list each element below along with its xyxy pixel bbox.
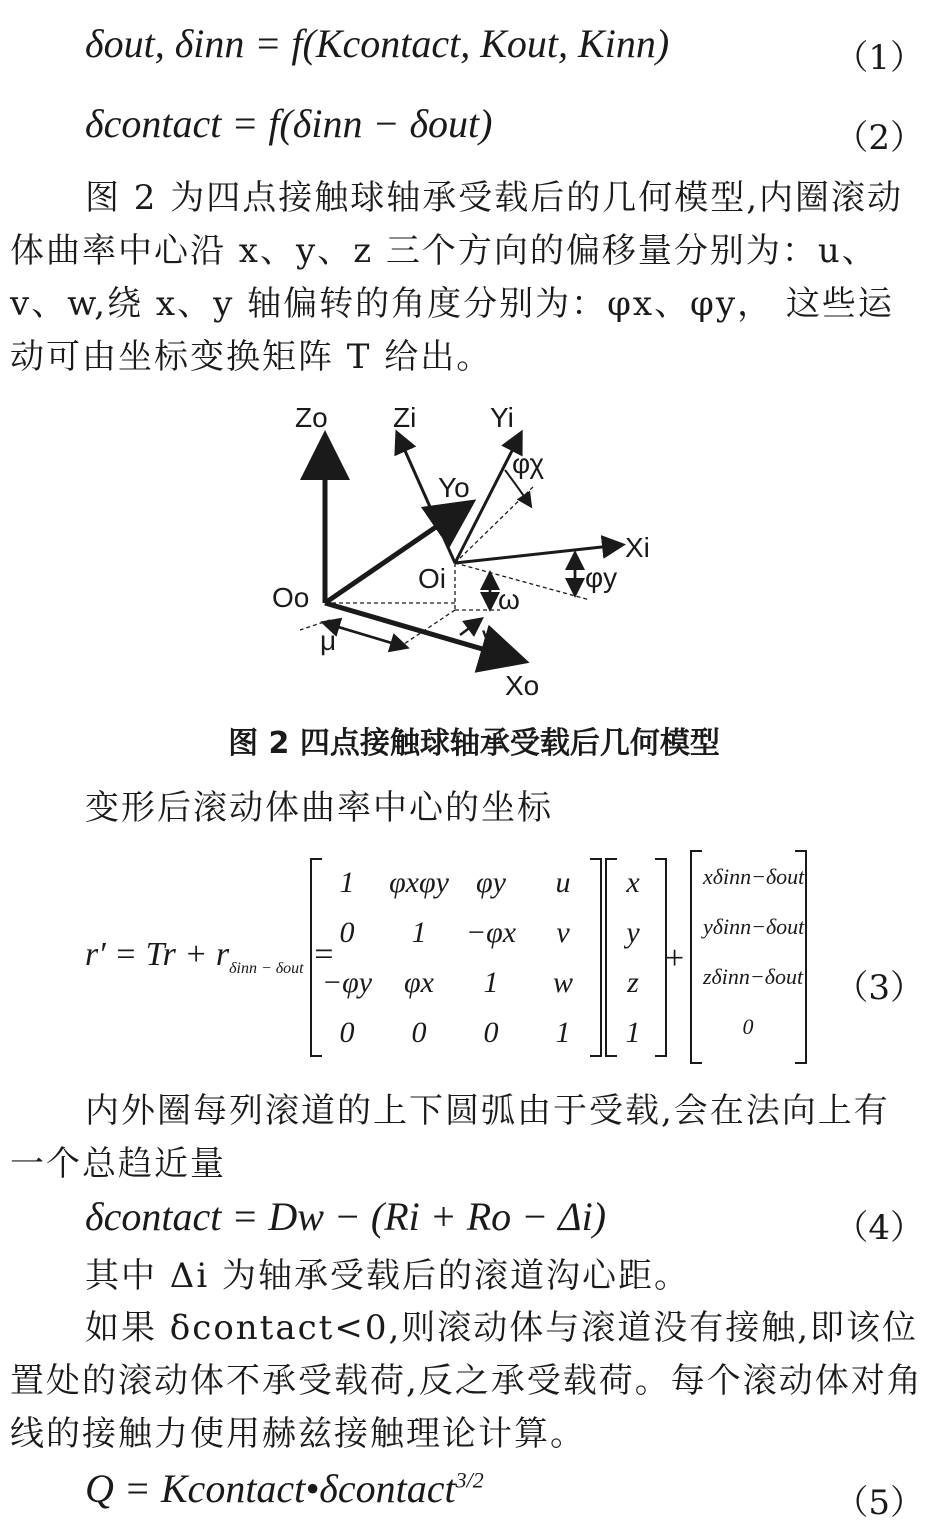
label-phiy: φy <box>585 562 618 593</box>
vector-cell: x <box>626 866 640 899</box>
vector-cell: z <box>627 966 639 999</box>
label-mu: μ <box>320 625 337 656</box>
offset-cell: xδinn−δout <box>703 864 805 889</box>
matrix-t-cell: 1 <box>339 866 355 899</box>
equation-2-text: δcontact = f(δinn − δout) <box>85 101 493 146</box>
label-zi: Zi <box>393 402 417 433</box>
label-oi: Oi <box>418 563 446 594</box>
matrix-t-cell: −φx <box>465 916 517 949</box>
matrix-t-cell: 0 <box>339 916 355 949</box>
yo-axis <box>325 505 468 603</box>
offset-cell: 0 <box>742 1014 754 1039</box>
matrix-t-cell: φy <box>476 866 506 899</box>
equation-1-text: δout, δinn = f(Kcontact, Kout, Kinn) <box>85 21 670 66</box>
figure-caption: 图 2 四点接触球轴承受载后几何模型 <box>228 726 720 761</box>
equation-5-text: Q = Kcontact•δcontact <box>85 1466 456 1511</box>
matrix-t-cell: φxφy <box>389 866 449 899</box>
label-nu: ν <box>482 620 496 651</box>
vector-cell: y <box>626 916 640 949</box>
matrix-t-cell: −φy <box>321 966 373 999</box>
matrix-t-cell: φx <box>404 966 434 999</box>
offset-left-bracket <box>690 850 702 1064</box>
label-omega: ω <box>498 584 520 615</box>
equation-4-text: δcontact = Dw − (Ri + Ro − Δi) <box>85 1194 607 1239</box>
equation-5-number: （5） <box>834 1483 924 1523</box>
equation-5 <box>85 1465 484 1512</box>
equation-2-number: （2） <box>834 118 924 158</box>
xi-axis <box>455 545 620 563</box>
equation-5-exponent: 3/2 <box>455 1467 484 1493</box>
offset-cell: zδinn−δout <box>703 964 804 989</box>
matrix-t-cell: 0 <box>483 1016 499 1049</box>
matrix-t-cell: u <box>555 866 571 899</box>
matrix-t-cell: 0 <box>339 1016 355 1049</box>
equation-2 <box>85 100 492 147</box>
equation-4 <box>85 1193 606 1240</box>
label-yi: Yi <box>490 402 514 433</box>
equation-3-number: （3） <box>834 968 924 1008</box>
paragraph-figure-intro: 图 2 为四点接触球轴承受载后的几何模型,内圈滚动体曲率中心沿 x、y、z 三个方向的偏移量分别为：u、v、w,绕 x、y 轴偏转的角度分别为：φx、φy， 这些运动可由坐标变换矩阵 T 给出。 <box>10 178 904 377</box>
matrix-t-cell: w <box>552 966 573 999</box>
plus-sign: + <box>665 940 685 977</box>
paragraph-contact-condition: 如果 δcontact<0,则滚动体与滚道没有接触,即该位置处的滚动体不承受载荷,反之承受载荷。每个滚动体对角线的接触力使用赫兹接触理论计算。 <box>10 1308 923 1454</box>
matrix-t-cell: 1 <box>411 916 427 949</box>
label-yo: Yo <box>438 472 470 503</box>
vector-cell: 1 <box>625 1016 641 1049</box>
offset-cell: yδinn−δout <box>703 914 805 939</box>
matrix-t-cell: v <box>556 916 570 949</box>
matrix-t-cell: 1 <box>555 1016 571 1049</box>
geometric-model-figure <box>0 395 948 715</box>
equation-3 <box>85 848 805 1063</box>
equation-1 <box>85 20 669 67</box>
label-oo: Oo <box>272 582 310 613</box>
matrix-t-cell: 1 <box>483 966 499 999</box>
paragraph-coordinates: 变形后滚动体曲率中心的坐标 <box>85 788 553 828</box>
label-xo: Xo <box>505 670 540 701</box>
matrix-t-cell: 0 <box>411 1016 427 1049</box>
label-xi: Xi <box>625 532 650 563</box>
equation-4-number: （4） <box>834 1208 924 1248</box>
paragraph-groove-distance: 其中 Δi 为轴承受载后的滚道沟心距。 <box>85 1256 691 1296</box>
label-phix: φχ <box>512 448 545 479</box>
equation-1-number: （1） <box>834 38 924 78</box>
paragraph-approach: 内外圈每列滚道的上下圆弧由于受载,会在法向上有一个总趋近量 <box>10 1091 890 1184</box>
equation-3-lhs: $r' = Tr + r_{\delta inn - \delta out}$ = <box>85 936 336 977</box>
label-zo: Zo <box>295 402 328 433</box>
